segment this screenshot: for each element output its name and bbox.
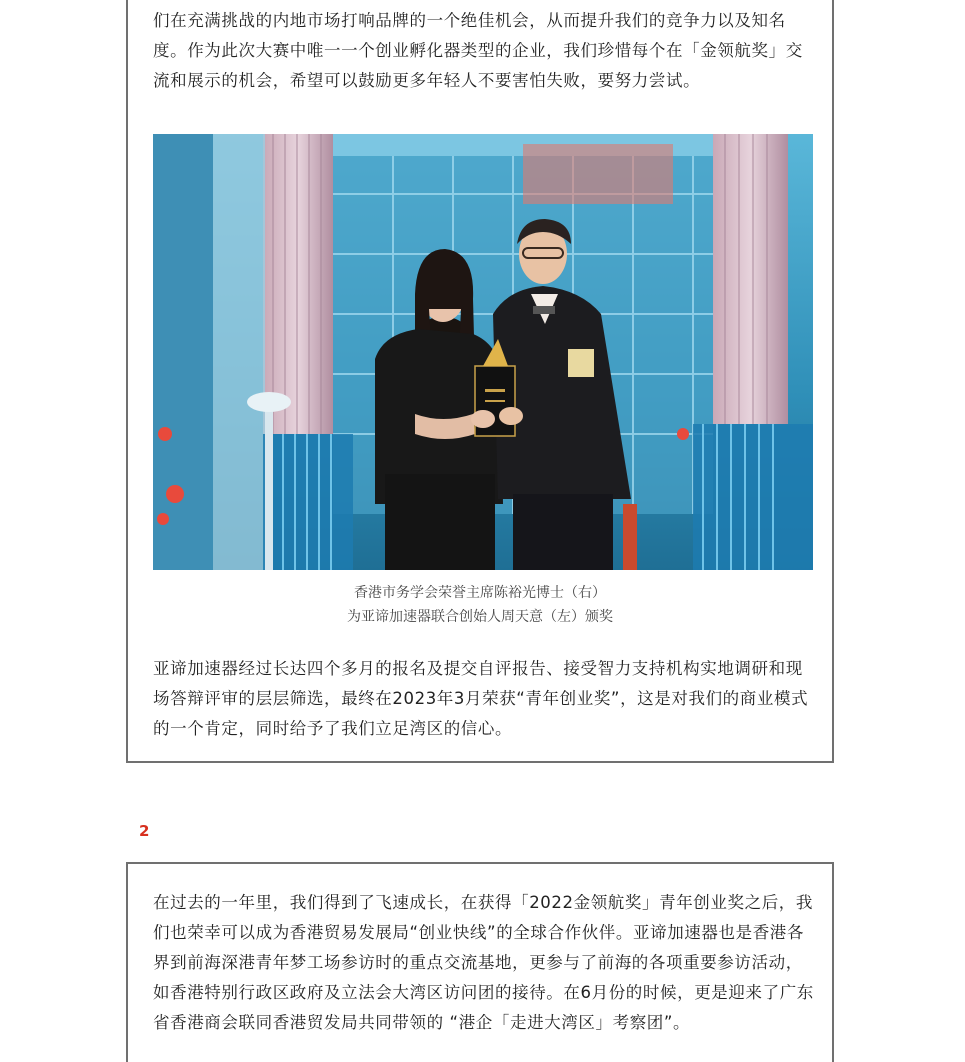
paragraph-award: 亚谛加速器经过长达四个多月的报名及提交自评报告、接受智力支持机构实地调研和现场答辩评审的层层筛选，最终在2023年3月荣获“青年创业奖”，这是对我们的商业模式的一个肯定，同时给予了我们立足湾区的信心。 (153, 659, 809, 738)
photo-caption-line2: 为亚谛加速器联合创始人周天意（左）颁奖 (347, 609, 613, 625)
paragraph-growth: 在过去的一年里，我们得到了飞速成长，在获得「2022金领航奖」青年创业奖之后，我们也荣幸可以成为香港贸易发展局“创业快线”的全球合作伙伴。亚谛加速器也是香港各界到前海深港青年梦工场参访时的重点交流基地，更参与了前海的各项重要参访活动，如香港特别行政区政府及立法会大湾区访问团的接待。在6月份的时候，更是迎来了广东省香港商会联同香港贸发局共同带领的 “港企「走进大湾区」考察团”。 (153, 893, 814, 1032)
section-number: 2 (139, 822, 150, 840)
paragraph-intro: 们在充满挑战的内地市场打响品牌的一个绝佳机会，从而提升我们的竞争力以及知名度。作为此次大赛中唯一一个创业孵化器类型的企业，我们珍惜每个在「金领航奖」交流和展示的机会，希望可以鼓励更多年轻人不要害怕失败，要努力尝试。 (153, 11, 803, 90)
article-box-2 (126, 862, 834, 1062)
award-photo (153, 134, 813, 570)
photo-caption-line1: 香港市务学会荣誉主席陈裕光博士（右） (354, 585, 606, 601)
article-box-1 (126, 0, 834, 763)
